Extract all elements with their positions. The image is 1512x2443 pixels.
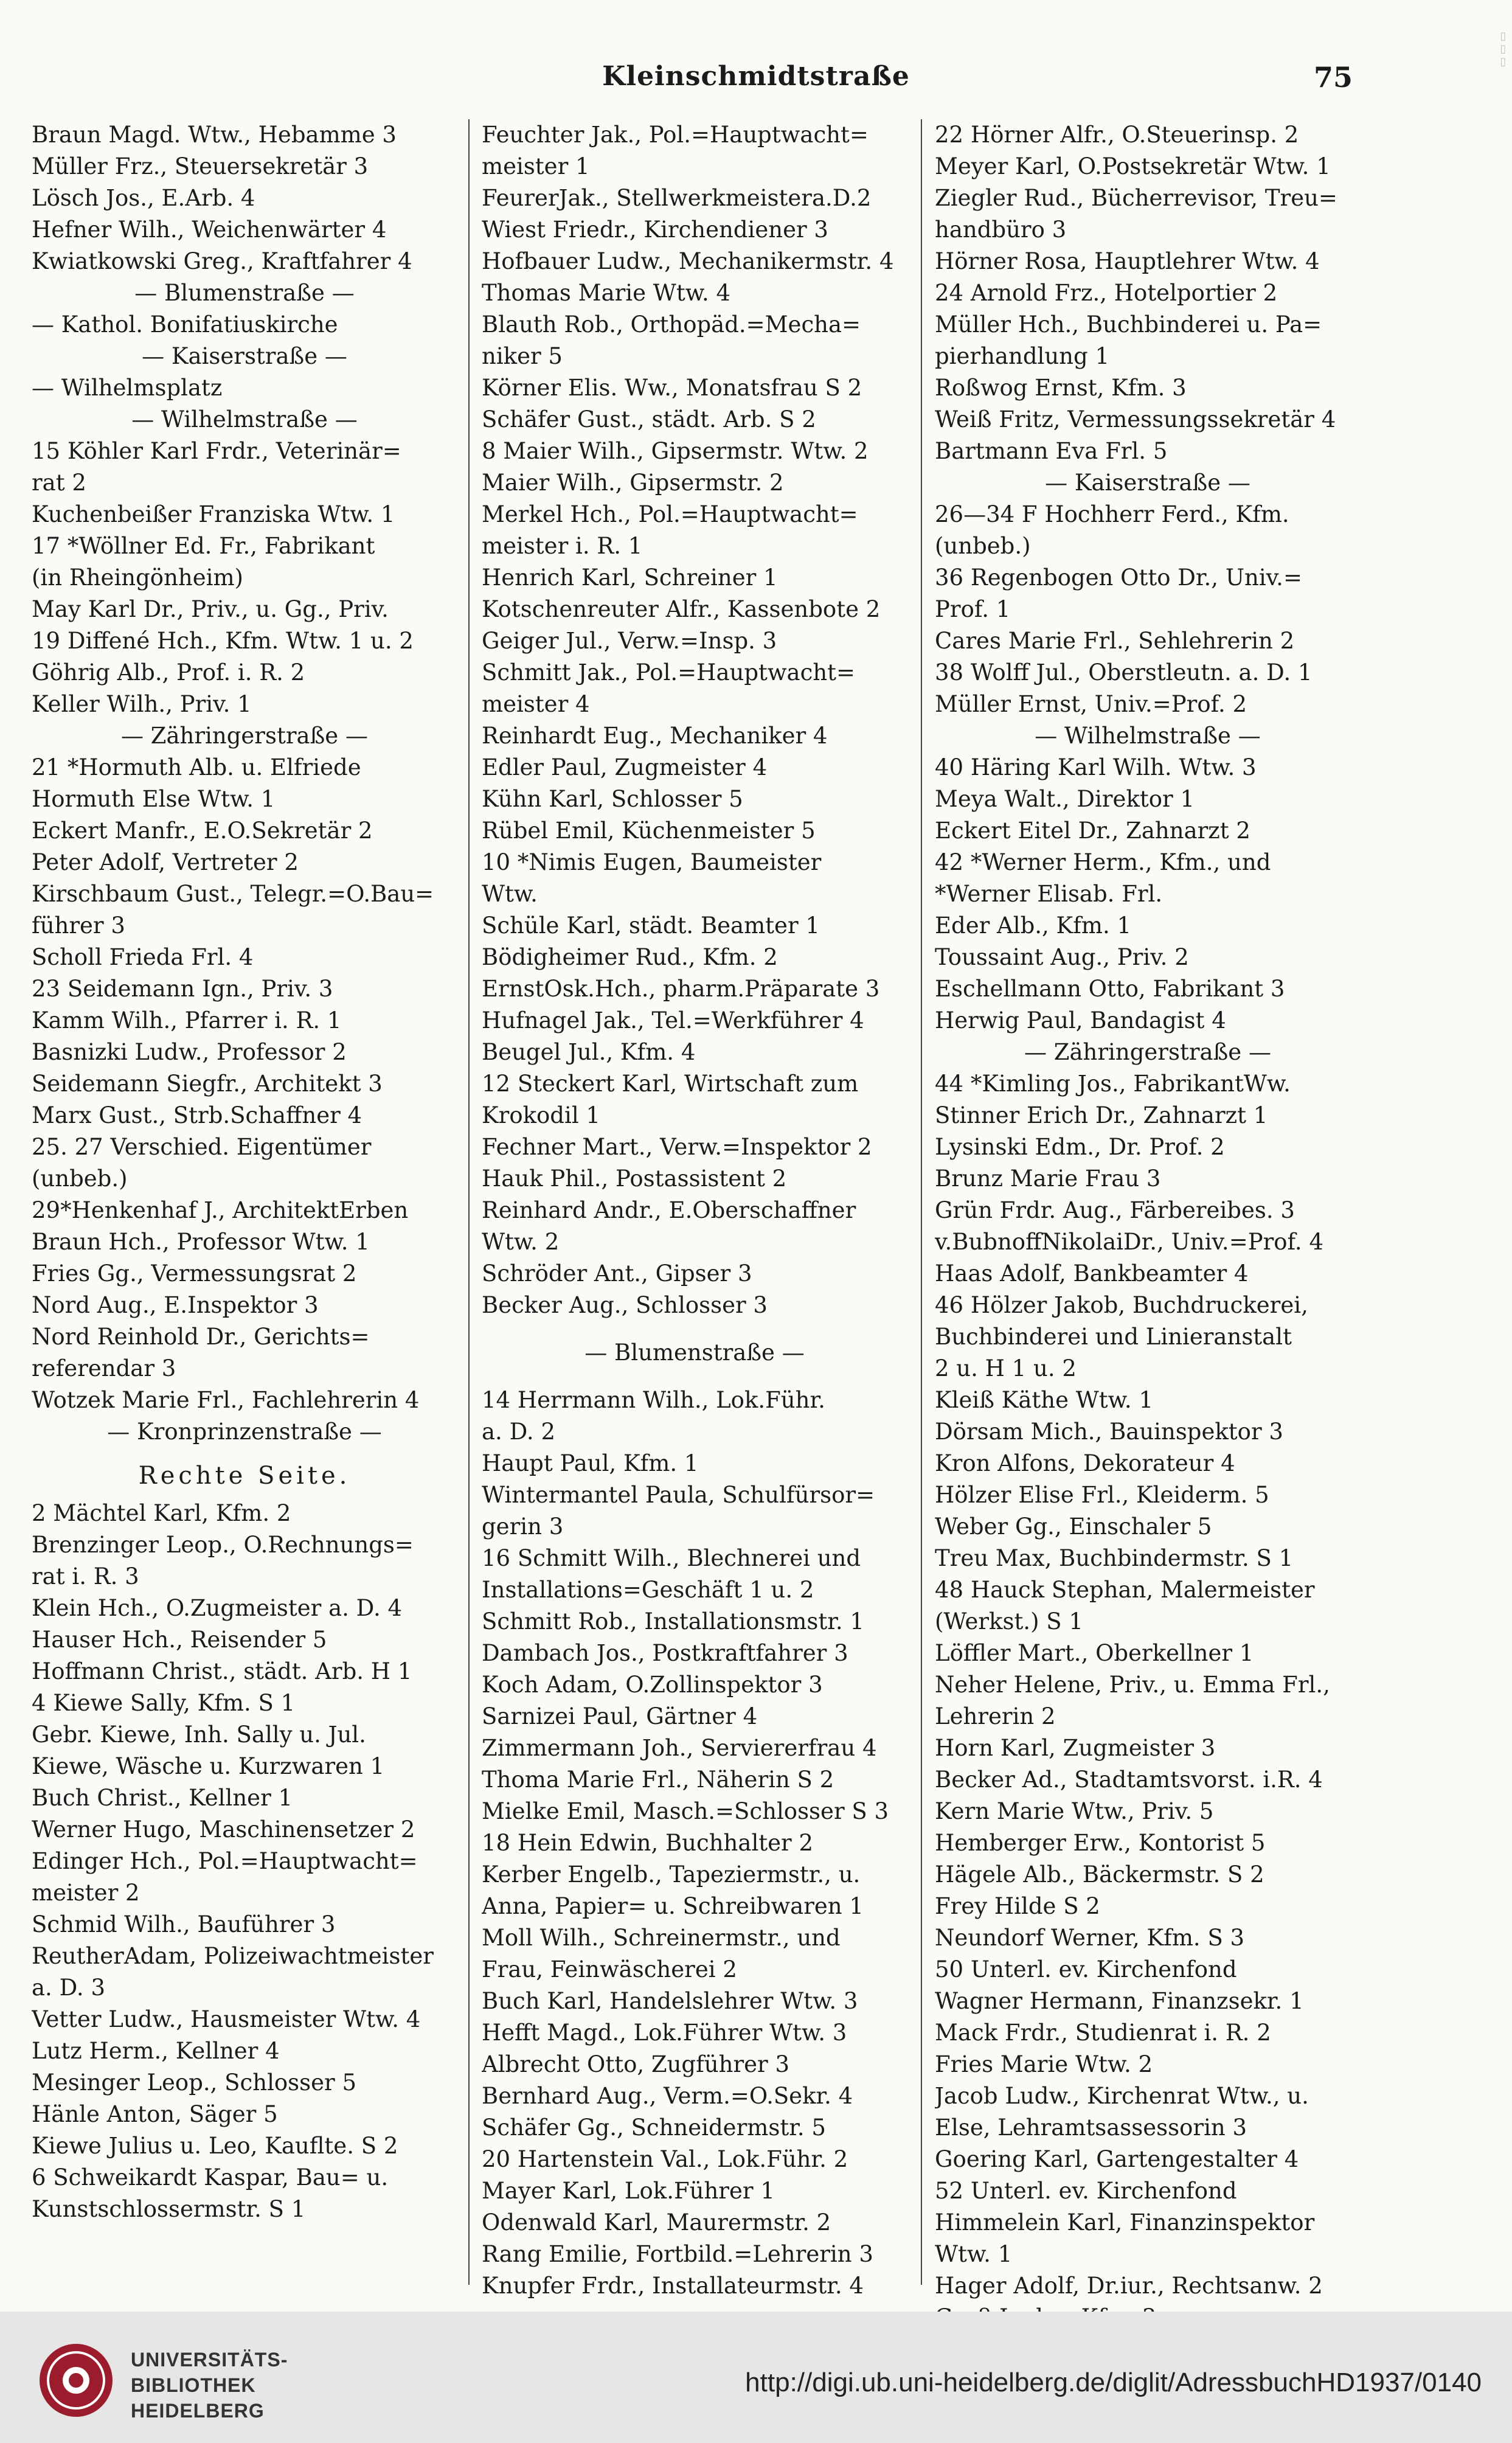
directory-entry: Buch Christ., Kellner 1 <box>32 1785 293 1811</box>
directory-entry: Schmitt Rob., Installationsmstr. 1 <box>482 1608 864 1635</box>
directory-entry: Zimmermann Joh., Serviererfrau 4 <box>482 1735 877 1761</box>
directory-entry: Dörsam Mich., Bauinspektor 3 <box>935 1419 1283 1445</box>
directory-entry: Herwig Paul, Bandagist 4 <box>935 1007 1226 1034</box>
directory-entry: Hemberger Erw., Kontorist 5 <box>935 1830 1266 1856</box>
directory-entry: Bernhard Aug., Verm.=O.Sekr. 4 <box>482 2083 853 2109</box>
directory-entry: Eder Alb., Kfm. 1 <box>935 912 1132 939</box>
directory-entry: Geiger Jul., Verw.=Insp. 3 <box>482 628 777 654</box>
directory-entry: Ziegler Rud., Bücherrevisor, Treu= <box>935 185 1337 211</box>
directory-entry: 16 Schmitt Wilh., Blechnerei und <box>482 1545 861 1571</box>
directory-entry: Knupfer Frdr., Installateurmstr. 4 <box>482 2273 864 2299</box>
directory-entry: Kuchenbeißer Franziska Wtw. 1 <box>32 501 395 527</box>
directory-entry: Meyer Karl, O.Postsekretär Wtw. 1 <box>935 153 1331 179</box>
directory-entry: Edinger Hch., Pol.=Hauptwacht= <box>32 1848 418 1874</box>
directory-entry: Neher Helene, Priv., u. Emma Frl., <box>935 1672 1330 1698</box>
directory-entry: Kunstschlossermstr. S 1 <box>32 2196 306 2222</box>
university-library-seal-icon <box>36 2341 116 2420</box>
directory-entry: Kotschenreuter Alfr., Kassenbote 2 <box>482 596 881 622</box>
directory-entry: Hauser Hch., Reisender 5 <box>32 1627 327 1653</box>
directory-entry: Schröder Ant., Gipser 3 <box>482 1260 752 1287</box>
directory-entry: handbüro 3 <box>935 217 1067 243</box>
directory-entry: 36 Regenbogen Otto Dr., Univ.= <box>935 565 1302 591</box>
directory-entry: ReutherAdam, Polizeiwachtmeister <box>32 1943 434 1969</box>
directory-entry: Kern Marie Wtw., Priv. 5 <box>935 1798 1214 1824</box>
directory-entry: Braun Hch., Professor Wtw. 1 <box>32 1229 370 1255</box>
directory-entry: Schmid Wilh., Bauführer 3 <box>32 1911 336 1937</box>
directory-entry: 4 Kiewe Sally, Kfm. S 1 <box>32 1690 296 1716</box>
directory-entry: *Werner Elisab. Frl. <box>935 881 1163 907</box>
directory-entry: Fries Marie Wtw. 2 <box>935 2051 1153 2077</box>
directory-entry: Hufnagel Jak., Tel.=Werkführer 4 <box>482 1007 864 1034</box>
directory-entry: Dambach Jos., Postkraftfahrer 3 <box>482 1640 848 1666</box>
directory-entry: Becker Ad., Stadtamtsvorst. i.R. 4 <box>935 1767 1323 1793</box>
page-title: Kleinschmidtstraße <box>602 61 910 92</box>
column-divider <box>468 119 470 2285</box>
directory-entry: FeurerJak., Stellwerkmeistera.D.2 <box>482 185 872 211</box>
directory-entry: Reinhardt Eug., Mechaniker 4 <box>482 723 828 749</box>
directory-entry: 12 Steckert Karl, Wirtschaft zum <box>482 1071 859 1097</box>
street-heading: — Blumenstraße — <box>134 280 355 306</box>
directory-entry: Hägele Alb., Bäckermstr. S 2 <box>935 1861 1264 1888</box>
directory-entry: Kiewe Julius u. Leo, Kaufltе. S 2 <box>32 2133 398 2159</box>
directory-entry: Hofbauer Ludw., Mechanikermstr. 4 <box>482 248 894 274</box>
directory-entry: Körner Elis. Ww., Monatsfrau S 2 <box>482 375 862 401</box>
directory-entry: Brunz Marie Frau 3 <box>935 1166 1161 1192</box>
directory-entry: Keller Wilh., Priv. 1 <box>32 691 252 717</box>
directory-entry: 25. 27 Verschied. Eigentümer <box>32 1134 372 1160</box>
directory-entry: Schmitt Jak., Pol.=Hauptwacht= <box>482 659 856 686</box>
page-number: 75 <box>1314 61 1353 94</box>
directory-entry: 50 Unterl. ev. Kirchenfond <box>935 1956 1237 1983</box>
directory-entry: 10 *Nimis Eugen, Baumeister <box>482 849 822 875</box>
directory-entry: Wtw. 2 <box>482 1229 560 1255</box>
directory-entry: (in Rheingönheim) <box>32 565 243 591</box>
directory-entry: ErnstOsk.Hch., pharm.Präparate 3 <box>482 976 880 1002</box>
directory-entry: Wagner Hermann, Finanzsekr. 1 <box>935 1988 1304 2014</box>
directory-entry: v.BubnoffNikolaiDr., Univ.=Prof. 4 <box>935 1229 1323 1255</box>
directory-entry: Neundorf Werner, Kfm. S 3 <box>935 1925 1245 1951</box>
directory-entry: Müller Hch., Buchbinderei u. Pa= <box>935 311 1322 338</box>
directory-entry: Merkel Hch., Pol.=Hauptwacht= <box>482 501 858 527</box>
directory-entry: 38 Wolff Jul., Oberstleutn. a. D. 1 <box>935 659 1313 686</box>
directory-entry: Rang Emilie, Fortbild.=Lehrerin 3 <box>482 2241 873 2267</box>
directory-entry: Kirschbaum Gust., Telegr.=O.Bau= <box>32 881 434 907</box>
column-divider <box>921 119 922 2285</box>
directory-entry: meister 2 <box>32 1880 140 1906</box>
directory-entry: Kwiatkowski Greg., Kraftfahrer 4 <box>32 248 412 274</box>
directory-entry: 8 Maier Wilh., Gipsermstr. Wtw. 2 <box>482 438 869 464</box>
library-logo-text <box>131 2347 288 2424</box>
directory-entry: (Werkst.) S 1 <box>935 1608 1083 1635</box>
directory-entry: Mayer Karl, Lok.Führer 1 <box>482 2178 775 2204</box>
directory-entry: May Karl Dr., Priv., u. Gg., Priv. <box>32 596 389 622</box>
directory-columns <box>32 119 1358 2299</box>
street-heading: — Zähringerstraße — <box>1024 1039 1271 1065</box>
directory-entry: 2 Mächtel Karl, Kfm. 2 <box>32 1500 291 1526</box>
directory-entry: meister i. R. 1 <box>482 533 643 559</box>
directory-entry: Hoffmann Christ., städt. Arb. H 1 <box>32 1658 412 1684</box>
directory-entry: Wotzek Marie Frl., Fachlehrerin 4 <box>32 1387 420 1413</box>
section-heading: Rechte Seite. <box>138 1462 351 1490</box>
directory-entry: Mielke Emil, Masch.=Schlosser S 3 <box>482 1798 889 1824</box>
directory-entry: Haas Adolf, Bankbeamter 4 <box>935 1260 1249 1287</box>
directory-entry: Lehrerin 2 <box>935 1703 1056 1729</box>
directory-entry: Moll Wilh., Schreinermstr., und <box>482 1925 841 1951</box>
directory-entry: Bödigheimer Rud., Kfm. 2 <box>482 944 778 970</box>
directory-entry: Nord Reinhold Dr., Gerichts= <box>32 1324 370 1350</box>
directory-entry: Müller Frz., Steuersekretär 3 <box>32 153 369 179</box>
directory-entry: Reinhard Andr., E.Oberschaffner <box>482 1197 856 1223</box>
directory-entry: Braun Magd. Wtw., Hebamme 3 <box>32 122 397 148</box>
directory-entry: Toussaint Aug., Priv. 2 <box>935 944 1189 970</box>
edge-stamp: ▯▯▯ <box>1497 29 1510 68</box>
directory-entry: 44 *Kimling Jos., FabrikantWw. <box>935 1071 1291 1097</box>
directory-entry: Schäfer Gust., städt. Arb. S 2 <box>482 406 816 433</box>
directory-entry: Gebr. Kiewe, Inh. Sally u. Jul. <box>32 1722 366 1748</box>
directory-entry: 20 Hartenstein Val., Lok.Führ. 2 <box>482 2146 848 2172</box>
directory-entry: Goering Karl, Gartengestalter 4 <box>935 2146 1299 2172</box>
directory-entry: rat 2 <box>32 470 86 496</box>
directory-entry: Hörner Rosa, Hauptlehrer Wtw. 4 <box>935 248 1320 274</box>
directory-entry: Fries Gg., Vermessungsrat 2 <box>32 1260 357 1287</box>
directory-entry: 52 Unterl. ev. Kirchenfond <box>935 2178 1237 2204</box>
library-logo-line: HEIDELBERG <box>131 2400 265 2422</box>
directory-entry: Krokodil 1 <box>482 1102 600 1128</box>
directory-entry: Meya Walt., Direktor 1 <box>935 786 1195 812</box>
directory-entry: Jacob Ludw., Kirchenrat Wtw., u. <box>935 2083 1309 2109</box>
directory-entry: Hölzer Elise Frl., Kleiderm. 5 <box>935 1482 1269 1508</box>
directory-entry: Schüle Karl, städt. Beamter 1 <box>482 912 820 939</box>
directory-entry: Nord Aug., E.Inspektor 3 <box>32 1292 319 1318</box>
directory-entry: 48 Hauck Stephan, Malermeister <box>935 1577 1315 1603</box>
directory-entry: Thomas Marie Wtw. 4 <box>482 280 731 306</box>
directory-entry: Odenwald Karl, Maurermstr. 2 <box>482 2209 831 2236</box>
spacer <box>482 1369 907 1385</box>
directory-entry: Hefft Magd., Lok.Führer Wtw. 3 <box>482 2020 847 2046</box>
directory-entry: Hager Adolf, Dr.iur., Rechtsanw. 2 <box>935 2273 1323 2299</box>
directory-entry: 46 Hölzer Jakob, Buchdruckerei, <box>935 1292 1308 1318</box>
directory-entry: Frey Hilde S 2 <box>935 1893 1100 1919</box>
source-url-link[interactable]: http://digi.ub.uni-heidelberg.de/diglit/AdressbuchHD1937/0140 <box>745 2368 1482 2397</box>
directory-entry: 26—34 F Hochherr Ferd., Kfm. <box>935 501 1289 527</box>
directory-entry: Rübel Emil, Küchenmeister 5 <box>482 818 816 844</box>
directory-entry: Lysinski Edm., Dr. Prof. 2 <box>935 1134 1225 1160</box>
directory-entry: Kleiß Käthe Wtw. 1 <box>935 1387 1153 1413</box>
directory-entry: niker 5 <box>482 343 563 369</box>
directory-entry: führer 3 <box>32 912 125 939</box>
directory-entry: Maier Wilh., Gipsermstr. 2 <box>482 470 784 496</box>
directory-entry: 42 *Werner Herm., Kfm., und <box>935 849 1271 875</box>
directory-entry: Roßwog Ernst, Kfm. 3 <box>935 375 1187 401</box>
directory-entry: 6 Schweikardt Kaspar, Bau= u. <box>32 2164 389 2191</box>
directory-entry: Feuchter Jak., Pol.=Hauptwacht= <box>482 122 869 148</box>
directory-entry: Weber Gg., Einschaler 5 <box>935 1513 1212 1540</box>
directory-entry: Prof. 1 <box>935 596 1011 622</box>
directory-entry: Frau, Feinwäscherei 2 <box>482 1956 737 1983</box>
street-heading: — Blumenstraße — <box>584 1340 805 1366</box>
directory-entry: Göhrig Alb., Prof. i. R. 2 <box>32 659 305 686</box>
directory-entry: Cares Marie Frl., Sehlehrerin 2 <box>935 628 1295 654</box>
directory-entry: (unbeb.) <box>935 533 1031 559</box>
directory-entry: Horn Karl, Zugmeister 3 <box>935 1735 1216 1761</box>
directory-entry: Klein Hch., O.Zugmeister a. D. 4 <box>32 1595 403 1621</box>
directory-entry: meister 4 <box>482 691 590 717</box>
directory-entry: Koch Adam, O.Zollinspektor 3 <box>482 1672 823 1698</box>
directory-entry: Buchbinderei und Linieranstalt <box>935 1324 1292 1350</box>
directory-entry: Himmelein Karl, Finanzinspektor <box>935 2209 1315 2236</box>
directory-entry: Buch Karl, Handelslehrer Wtw. 3 <box>482 1988 858 2014</box>
library-logo-line: UNIVERSITÄTS- <box>131 2349 288 2371</box>
directory-entry: Wintermantel Paula, Schulfürsor= <box>482 1482 875 1508</box>
directory-entry: 23 Seidemann Ign., Priv. 3 <box>32 976 333 1002</box>
directory-entry: Kron Alfons, Dekorateur 4 <box>935 1450 1235 1476</box>
directory-entry: a. D. 2 <box>482 1419 555 1445</box>
directory-entry: 17 *Wöllner Ed. Fr., Fabrikant <box>32 533 375 559</box>
directory-entry: 22 Hörner Alfr., O.Steuerinsp. 2 <box>935 122 1299 148</box>
directory-entry: 18 Hein Edwin, Buchhalter 2 <box>482 1830 814 1856</box>
directory-entry: Kerber Engelb., Tapeziermstr., u. <box>482 1861 861 1888</box>
directory-entry: Hefner Wilh., Weichenwärter 4 <box>32 217 387 243</box>
street-heading: — Wilhelmstraße — <box>1035 723 1261 749</box>
left-column <box>32 119 457 2285</box>
directory-entry: Anna, Papier= u. Schreibwaren 1 <box>482 1893 864 1919</box>
directory-entry: Blauth Rob., Orthopäd.=Mecha= <box>482 311 861 338</box>
directory-entry: Kühn Karl, Schlosser 5 <box>482 786 743 812</box>
directory-entry: Mack Frdr., Studienrat i. R. 2 <box>935 2020 1271 2046</box>
directory-entry: — Kathol. Bonifatiuskirche <box>32 311 338 338</box>
directory-entry: Hauk Phil., Postassistent 2 <box>482 1166 787 1192</box>
directory-entry: Bartmann Eva Frl. 5 <box>935 438 1168 464</box>
directory-entry: Edler Paul, Zugmeister 4 <box>482 754 768 780</box>
directory-entry: 40 Häring Karl Wilh. Wtw. 3 <box>935 754 1257 780</box>
directory-entry: gerin 3 <box>482 1513 564 1540</box>
street-heading: — Kaiserstraße — <box>1045 470 1250 496</box>
directory-entry: Seidemann Siegfr., Architekt 3 <box>32 1071 383 1097</box>
directory-entry: Eschellmann Otto, Fabrikant 3 <box>935 976 1285 1002</box>
directory-entry: Brenzinger Leop., O.Rechnungs= <box>32 1532 414 1558</box>
directory-entry: referendar 3 <box>32 1355 176 1381</box>
directory-entry: Mesinger Leop., Schlosser 5 <box>32 2069 357 2096</box>
directory-entry: 2 u. H 1 u. 2 <box>935 1355 1077 1381</box>
footer-band <box>0 2312 1512 2443</box>
directory-entry: Hänle Anton, Säger 5 <box>32 2101 278 2127</box>
directory-entry: 19 Diffené Hch., Kfm. Wtw. 1 u. 2 <box>32 628 414 654</box>
directory-entry: Beugel Jul., Kfm. 4 <box>482 1039 696 1065</box>
directory-entry: rat i. R. 3 <box>32 1563 139 1590</box>
street-heading: — Wilhelmstraße — <box>131 406 358 433</box>
directory-entry: Eckert Eitel Dr., Zahnarzt 2 <box>935 818 1250 844</box>
directory-entry: Thoma Marie Frl., Näherin S 2 <box>482 1767 834 1793</box>
directory-entry: Marx Gust., Strb.Schaffner 4 <box>32 1102 362 1128</box>
middle-column <box>482 119 907 2299</box>
street-heading: — Kronprinzenstraße — <box>107 1419 382 1445</box>
spacer <box>482 1321 907 1337</box>
directory-entry: Sarnizei Paul, Gärtner 4 <box>482 1703 758 1729</box>
directory-entry: Werner Hugo, Maschinensetzer 2 <box>32 1816 415 1843</box>
directory-entry: Albrecht Otto, Zugführer 3 <box>482 2051 790 2077</box>
directory-entry: Schäfer Gg., Schneidermstr. 5 <box>482 2115 826 2141</box>
directory-entry: a. D. 3 <box>32 1975 105 2001</box>
directory-entry: Lutz Herm., Kellner 4 <box>32 2038 280 2064</box>
directory-entry: Weiß Fritz, Vermessungssekretär 4 <box>935 406 1336 433</box>
directory-entry: 14 Herrmann Wilh., Lok.Führ. <box>482 1387 825 1413</box>
directory-entry: meister 1 <box>482 153 590 179</box>
directory-entry: 24 Arnold Frz., Hotelportier 2 <box>935 280 1278 306</box>
directory-entry: Else, Lehramtsassessorin 3 <box>935 2115 1247 2141</box>
directory-entry: Kiewe, Wäsche u. Kurzwaren 1 <box>32 1753 385 1779</box>
directory-entry: — Wilhelmsplatz <box>32 375 223 401</box>
library-logo-line: BIBLIOTHEK <box>131 2374 256 2396</box>
directory-entry: Wtw. 1 <box>935 2241 1013 2267</box>
directory-entry: Haupt Paul, Kfm. 1 <box>482 1450 699 1476</box>
directory-entry: Treu Max, Buchbindermstr. S 1 <box>935 1545 1294 1571</box>
directory-entry: Wiest Friedr., Kirchendiener 3 <box>482 217 828 243</box>
directory-entry: Scholl Frieda Frl. 4 <box>32 944 254 970</box>
directory-entry: Peter Adolf, Vertreter 2 <box>32 849 299 875</box>
directory-entry: Kamm Wilh., Pfarrer i. R. 1 <box>32 1007 342 1034</box>
directory-entry: Grün Frdr. Aug., Färbereibes. 3 <box>935 1197 1295 1223</box>
directory-entry: Hormuth Else Wtw. 1 <box>32 786 276 812</box>
directory-entry: Installations=Geschäft 1 u. 2 <box>482 1577 814 1603</box>
directory-entry: Löffler Mart., Oberkellner 1 <box>935 1640 1254 1666</box>
directory-entry: Basnizki Ludw., Professor 2 <box>32 1039 347 1065</box>
directory-entry: Stinner Erich Dr., Zahnarzt 1 <box>935 1102 1268 1128</box>
directory-entry: Müller Ernst, Univ.=Prof. 2 <box>935 691 1247 717</box>
right-column <box>935 119 1361 2299</box>
directory-entry: Becker Aug., Schlosser 3 <box>482 1292 768 1318</box>
directory-entry: Wtw. <box>482 881 538 907</box>
directory-entry: Fechner Mart., Verw.=Inspektor 2 <box>482 1134 872 1160</box>
directory-entry: 29*Henkenhaf J., ArchitektErben <box>32 1197 409 1223</box>
directory-entry: pierhandlung 1 <box>935 343 1109 369</box>
street-heading: — Kaiserstraße — <box>142 343 347 369</box>
directory-entry: (unbeb.) <box>32 1166 128 1192</box>
directory-entry: Vetter Ludw., Hausmeister Wtw. 4 <box>32 2006 421 2032</box>
directory-entry: Eckert Manfr., E.O.Sekretär 2 <box>32 818 373 844</box>
street-heading: — Zähringerstraße — <box>121 723 368 749</box>
directory-entry: Lösch Jos., E.Arb. 4 <box>32 185 255 211</box>
directory-entry: 15 Köhler Karl Frdr., Veterinär= <box>32 438 401 464</box>
directory-entry: Henrich Karl, Schreiner 1 <box>482 565 778 591</box>
directory-entry: 21 *Hormuth Alb. u. Elfriede <box>32 754 361 780</box>
